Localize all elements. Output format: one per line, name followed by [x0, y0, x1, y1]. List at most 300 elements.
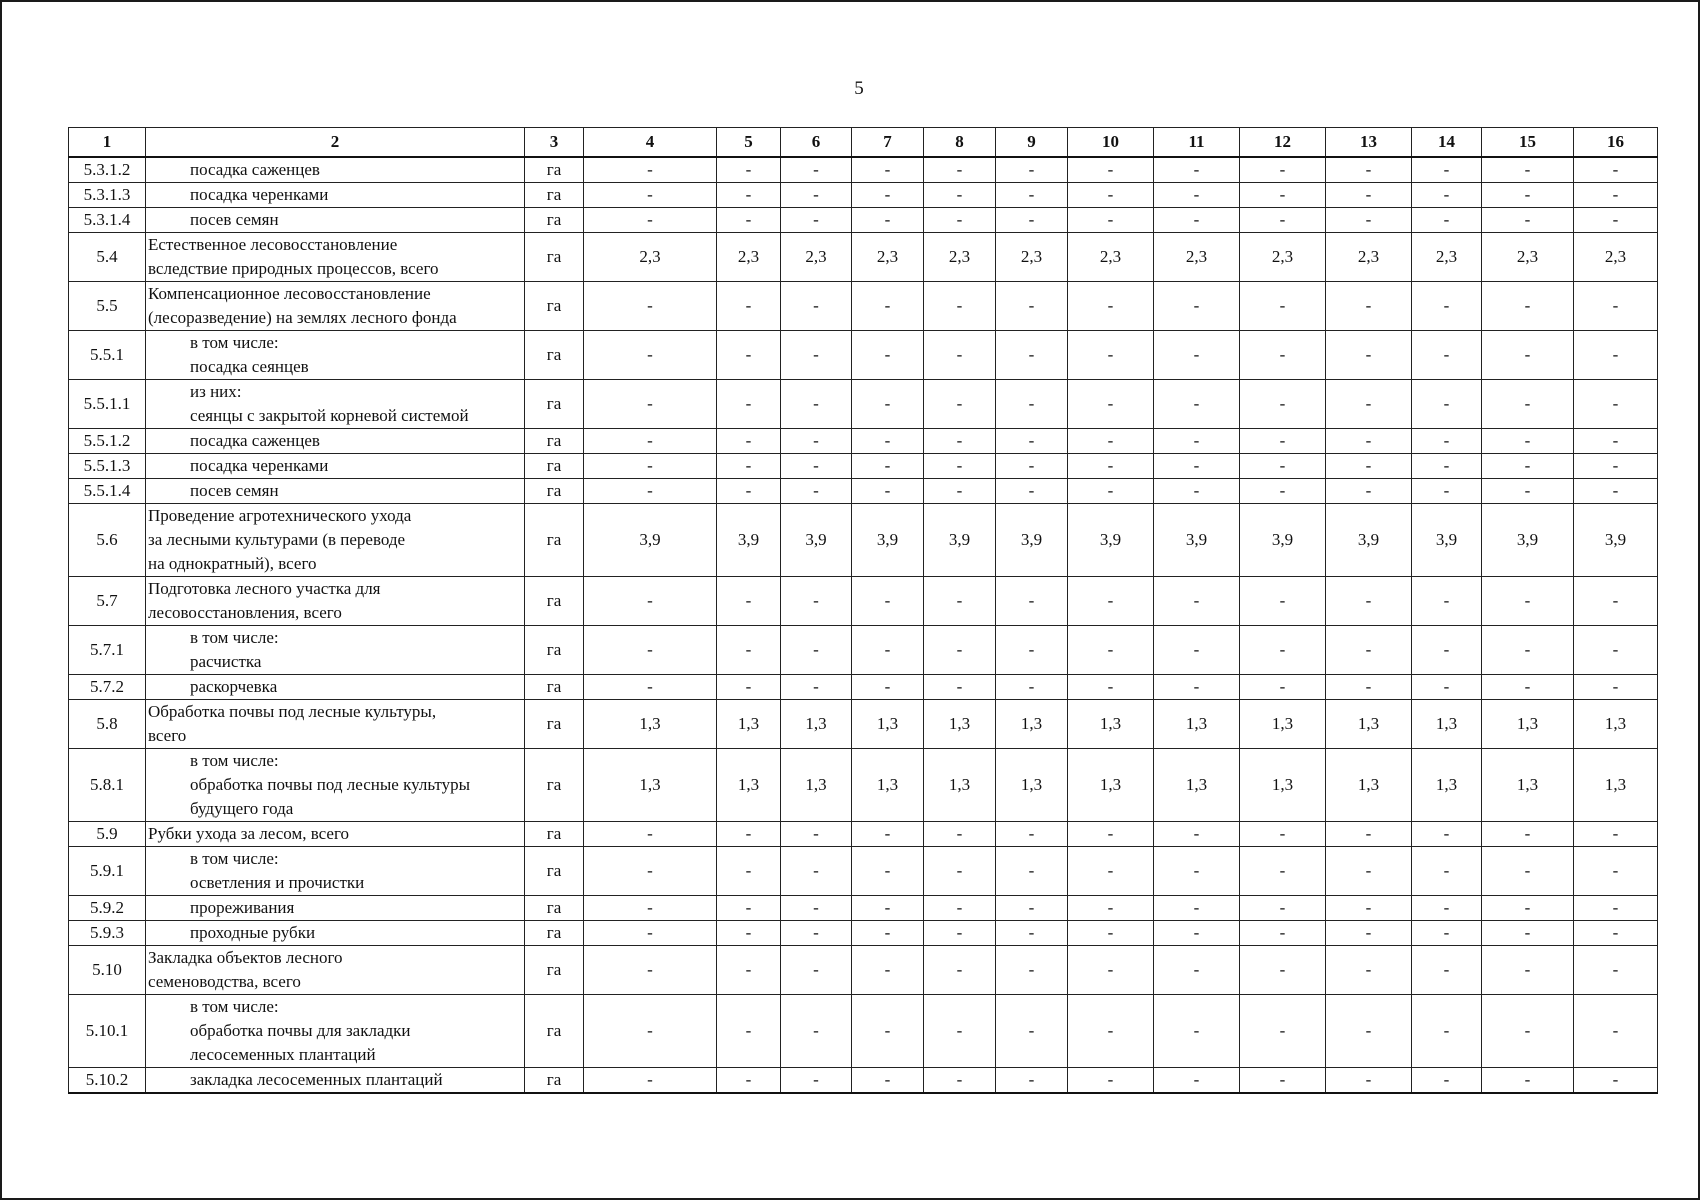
row-code: 5.10.1 — [69, 995, 146, 1068]
value-cell: - — [996, 429, 1068, 454]
value-cell: - — [781, 429, 852, 454]
value-cell: - — [1574, 896, 1658, 921]
row-code: 5.4 — [69, 233, 146, 282]
row-name — [146, 208, 525, 233]
row-name — [146, 847, 525, 896]
value-cell: - — [1068, 675, 1154, 700]
value-cell: 1,3 — [1326, 749, 1412, 822]
value-cell: 1,3 — [996, 749, 1068, 822]
value-cell: - — [584, 429, 717, 454]
value-cell: 1,3 — [781, 700, 852, 749]
value-cell: - — [717, 331, 781, 380]
value-cell: - — [1068, 896, 1154, 921]
value-cell: - — [584, 896, 717, 921]
value-cell: - — [781, 1068, 852, 1094]
value-cell: - — [1412, 626, 1482, 675]
value-cell: - — [1482, 675, 1574, 700]
value-cell: - — [1482, 429, 1574, 454]
row-unit: га — [525, 157, 584, 183]
value-cell: - — [717, 995, 781, 1068]
value-cell: - — [1412, 577, 1482, 626]
value-cell: 2,3 — [924, 233, 996, 282]
row-name-line: в том числе: — [190, 997, 279, 1016]
row-name-line: расчистка — [190, 652, 262, 671]
value-cell: - — [996, 675, 1068, 700]
value-cell: 1,3 — [717, 749, 781, 822]
value-cell: - — [781, 946, 852, 995]
row-name-line: Подготовка лесного участка для — [148, 579, 381, 598]
value-cell: - — [1326, 479, 1412, 504]
value-cell: - — [996, 282, 1068, 331]
value-cell: - — [584, 183, 717, 208]
value-cell: - — [996, 847, 1068, 896]
value-cell: - — [717, 921, 781, 946]
value-cell: - — [996, 921, 1068, 946]
value-cell: - — [1068, 822, 1154, 847]
row-unit: га — [525, 946, 584, 995]
value-cell: 1,3 — [1068, 749, 1154, 822]
value-cell: - — [1326, 626, 1412, 675]
value-cell: - — [996, 479, 1068, 504]
column-header: 13 — [1326, 128, 1412, 158]
value-cell: - — [1412, 331, 1482, 380]
value-cell: - — [781, 577, 852, 626]
value-cell: - — [584, 380, 717, 429]
value-cell: 1,3 — [584, 700, 717, 749]
value-cell: - — [1412, 429, 1482, 454]
value-cell: - — [924, 208, 996, 233]
value-cell: - — [924, 479, 996, 504]
column-header: 12 — [1240, 128, 1326, 158]
value-cell: - — [924, 995, 996, 1068]
value-cell: 1,3 — [1574, 749, 1658, 822]
value-cell: 3,9 — [924, 504, 996, 577]
value-cell: - — [1412, 454, 1482, 479]
value-cell: - — [852, 454, 924, 479]
row-code: 5.6 — [69, 504, 146, 577]
value-cell: - — [1240, 675, 1326, 700]
row-unit: га — [525, 429, 584, 454]
value-cell: - — [717, 429, 781, 454]
row-name — [146, 380, 525, 429]
value-cell: - — [852, 380, 924, 429]
table-row — [69, 921, 1658, 946]
value-cell: - — [1574, 429, 1658, 454]
row-code: 5.5.1 — [69, 331, 146, 380]
value-cell: - — [924, 946, 996, 995]
value-cell: - — [1240, 479, 1326, 504]
row-name-line: будущего года — [190, 799, 294, 818]
value-cell: - — [1482, 822, 1574, 847]
row-code: 5.10.2 — [69, 1068, 146, 1094]
value-cell: - — [1326, 331, 1412, 380]
row-name-line: раскорчевка — [190, 677, 278, 696]
value-cell: 1,3 — [1412, 700, 1482, 749]
value-cell: - — [1326, 822, 1412, 847]
value-cell: - — [1574, 208, 1658, 233]
value-cell: - — [717, 577, 781, 626]
table-row — [69, 700, 1658, 749]
value-cell: - — [1412, 208, 1482, 233]
value-cell: - — [1574, 921, 1658, 946]
row-name-line: Рубки ухода за лесом, всего — [148, 824, 350, 843]
row-code: 5.8.1 — [69, 749, 146, 822]
value-cell: - — [1326, 896, 1412, 921]
row-name-line: проходные рубки — [190, 923, 316, 942]
value-cell: - — [1154, 183, 1240, 208]
value-cell: - — [1240, 946, 1326, 995]
value-cell: 2,3 — [1154, 233, 1240, 282]
row-name-line: в том числе: — [190, 751, 279, 770]
value-cell: - — [924, 847, 996, 896]
value-cell: - — [717, 282, 781, 331]
value-cell: - — [584, 208, 717, 233]
value-cell: - — [717, 454, 781, 479]
table-row — [69, 479, 1658, 504]
row-name — [146, 183, 525, 208]
row-name — [146, 282, 525, 331]
value-cell: - — [1412, 157, 1482, 183]
value-cell: - — [1412, 946, 1482, 995]
value-cell: - — [1482, 331, 1574, 380]
value-cell: - — [1412, 847, 1482, 896]
row-unit: га — [525, 504, 584, 577]
value-cell: - — [1068, 946, 1154, 995]
value-cell: - — [924, 822, 996, 847]
value-cell: - — [852, 626, 924, 675]
value-cell: - — [924, 1068, 996, 1094]
value-cell: - — [1412, 1068, 1482, 1094]
value-cell: - — [852, 921, 924, 946]
column-header: 11 — [1154, 128, 1240, 158]
value-cell: - — [584, 157, 717, 183]
value-cell: - — [717, 896, 781, 921]
value-cell: - — [996, 995, 1068, 1068]
value-cell: - — [1068, 282, 1154, 331]
value-cell: - — [1412, 479, 1482, 504]
value-cell: - — [1326, 675, 1412, 700]
row-name-line: всего — [148, 726, 187, 745]
value-cell: - — [996, 577, 1068, 626]
value-cell: - — [1154, 1068, 1240, 1094]
value-cell: - — [1412, 921, 1482, 946]
row-code: 5.10 — [69, 946, 146, 995]
header-row — [69, 128, 1658, 158]
value-cell: 3,9 — [1412, 504, 1482, 577]
column-header: 4 — [584, 128, 717, 158]
row-name-line: посев семян — [190, 481, 279, 500]
value-cell: - — [1154, 675, 1240, 700]
value-cell: - — [1154, 896, 1240, 921]
value-cell: 1,3 — [924, 749, 996, 822]
value-cell: - — [1574, 282, 1658, 331]
table-row — [69, 429, 1658, 454]
row-name-line: Проведение агротехнического ухода — [148, 506, 412, 525]
value-cell: - — [1326, 946, 1412, 995]
table-row — [69, 282, 1658, 331]
value-cell: - — [1068, 1068, 1154, 1094]
row-name-line: на однократный), всего — [148, 554, 317, 573]
row-name-line: Обработка почвы под лесные культуры, — [148, 702, 437, 721]
row-name — [146, 577, 525, 626]
table-row — [69, 626, 1658, 675]
row-unit: га — [525, 282, 584, 331]
value-cell: - — [781, 331, 852, 380]
value-cell: - — [717, 183, 781, 208]
value-cell: - — [1240, 995, 1326, 1068]
row-unit: га — [525, 208, 584, 233]
value-cell: 1,3 — [717, 700, 781, 749]
column-header: 16 — [1574, 128, 1658, 158]
column-header: 8 — [924, 128, 996, 158]
row-unit: га — [525, 896, 584, 921]
row-unit: га — [525, 995, 584, 1068]
table-row — [69, 749, 1658, 822]
value-cell: 1,3 — [1482, 749, 1574, 822]
value-cell: - — [1154, 946, 1240, 995]
value-cell: - — [996, 1068, 1068, 1094]
value-cell: - — [924, 577, 996, 626]
value-cell: 2,3 — [852, 233, 924, 282]
value-cell: - — [1326, 208, 1412, 233]
table-row — [69, 946, 1658, 995]
row-unit: га — [525, 1068, 584, 1094]
row-name — [146, 896, 525, 921]
row-name — [146, 454, 525, 479]
row-code: 5.7 — [69, 577, 146, 626]
value-cell: 3,9 — [1482, 504, 1574, 577]
row-name-line: обработка почвы для закладки — [190, 1021, 411, 1040]
value-cell: - — [852, 157, 924, 183]
table-row — [69, 896, 1658, 921]
value-cell: - — [852, 822, 924, 847]
value-cell: - — [852, 1068, 924, 1094]
value-cell: - — [852, 183, 924, 208]
value-cell: - — [852, 331, 924, 380]
value-cell: - — [1412, 282, 1482, 331]
value-cell: - — [1154, 822, 1240, 847]
value-cell: 2,3 — [1240, 233, 1326, 282]
value-cell: - — [852, 946, 924, 995]
row-unit: га — [525, 331, 584, 380]
value-cell: - — [852, 577, 924, 626]
row-code: 5.5.1.3 — [69, 454, 146, 479]
row-code: 5.7.1 — [69, 626, 146, 675]
value-cell: - — [781, 454, 852, 479]
value-cell: 2,3 — [996, 233, 1068, 282]
value-cell: - — [1482, 183, 1574, 208]
value-cell: - — [1482, 946, 1574, 995]
row-name-line: Закладка объектов лесного — [148, 948, 343, 967]
value-cell: 1,3 — [1154, 700, 1240, 749]
value-cell: - — [1574, 626, 1658, 675]
row-name-line: семеноводства, всего — [148, 972, 301, 991]
value-cell: - — [996, 822, 1068, 847]
value-cell: - — [1412, 183, 1482, 208]
value-cell: - — [717, 208, 781, 233]
value-cell: 3,9 — [584, 504, 717, 577]
value-cell: - — [996, 896, 1068, 921]
value-cell: - — [1326, 429, 1412, 454]
value-cell: - — [717, 157, 781, 183]
value-cell: - — [1240, 822, 1326, 847]
value-cell: - — [1068, 183, 1154, 208]
value-cell: - — [1574, 479, 1658, 504]
value-cell: - — [584, 282, 717, 331]
value-cell: - — [1154, 331, 1240, 380]
row-unit: га — [525, 822, 584, 847]
value-cell: - — [1326, 1068, 1412, 1094]
value-cell: - — [584, 454, 717, 479]
row-name-line: Естественное лесовосстановление — [148, 235, 398, 254]
row-name-line: за лесными культурами (в переводе — [148, 530, 406, 549]
value-cell: 2,3 — [717, 233, 781, 282]
row-code: 5.7.2 — [69, 675, 146, 700]
value-cell: 1,3 — [852, 749, 924, 822]
value-cell: - — [584, 331, 717, 380]
column-header: 10 — [1068, 128, 1154, 158]
row-name — [146, 749, 525, 822]
row-unit: га — [525, 749, 584, 822]
row-name-line: посадка черенками — [190, 456, 329, 475]
row-name-line: посадка саженцев — [190, 160, 320, 179]
row-code: 5.5 — [69, 282, 146, 331]
value-cell: - — [1240, 577, 1326, 626]
value-cell: - — [1154, 380, 1240, 429]
value-cell: - — [584, 946, 717, 995]
row-name — [146, 479, 525, 504]
table-row — [69, 331, 1658, 380]
value-cell: - — [584, 675, 717, 700]
row-code: 5.8 — [69, 700, 146, 749]
value-cell: - — [1574, 675, 1658, 700]
row-name — [146, 429, 525, 454]
value-cell: - — [1574, 995, 1658, 1068]
value-cell: - — [1068, 577, 1154, 626]
value-cell: - — [584, 847, 717, 896]
value-cell: - — [1482, 577, 1574, 626]
value-cell: - — [852, 282, 924, 331]
value-cell: - — [781, 183, 852, 208]
value-cell: - — [1326, 577, 1412, 626]
value-cell: - — [717, 1068, 781, 1094]
value-cell: - — [1412, 380, 1482, 429]
value-cell: 2,3 — [1412, 233, 1482, 282]
value-cell: - — [1154, 157, 1240, 183]
row-unit: га — [525, 626, 584, 675]
row-name — [146, 626, 525, 675]
value-cell: - — [1482, 995, 1574, 1068]
row-name — [146, 822, 525, 847]
row-name-line: обработка почвы под лесные культуры — [190, 775, 471, 794]
value-cell: - — [1326, 183, 1412, 208]
value-cell: - — [924, 675, 996, 700]
table-row — [69, 1068, 1658, 1094]
value-cell: 3,9 — [852, 504, 924, 577]
row-code: 5.9.2 — [69, 896, 146, 921]
value-cell: 1,3 — [1482, 700, 1574, 749]
value-cell: - — [584, 921, 717, 946]
row-name-line: посадка сеянцев — [190, 357, 309, 376]
row-name — [146, 504, 525, 577]
row-name-line: в том числе: — [190, 849, 279, 868]
row-code: 5.9.3 — [69, 921, 146, 946]
value-cell: 3,9 — [996, 504, 1068, 577]
column-header: 2 — [146, 128, 525, 158]
value-cell: - — [1326, 380, 1412, 429]
value-cell: 3,9 — [717, 504, 781, 577]
value-cell: 1,3 — [1240, 700, 1326, 749]
value-cell: 1,3 — [1154, 749, 1240, 822]
value-cell: - — [1482, 208, 1574, 233]
value-cell: 3,9 — [1240, 504, 1326, 577]
value-cell: - — [1240, 454, 1326, 479]
value-cell: - — [584, 822, 717, 847]
page-number: 5 — [854, 78, 864, 99]
value-cell: - — [1574, 946, 1658, 995]
value-cell: - — [924, 183, 996, 208]
row-name — [146, 921, 525, 946]
table-row — [69, 822, 1658, 847]
row-name-line: (лесоразведение) на землях лесного фонда — [148, 308, 457, 327]
value-cell: - — [717, 479, 781, 504]
value-cell: - — [584, 1068, 717, 1094]
row-name-line: в том числе: — [190, 333, 279, 352]
value-cell: 1,3 — [584, 749, 717, 822]
value-cell: - — [1068, 380, 1154, 429]
value-cell: - — [1482, 1068, 1574, 1094]
value-cell: - — [1482, 157, 1574, 183]
column-header: 6 — [781, 128, 852, 158]
value-cell: 2,3 — [1326, 233, 1412, 282]
value-cell: - — [1574, 454, 1658, 479]
row-unit: га — [525, 183, 584, 208]
value-cell: - — [924, 921, 996, 946]
value-cell: - — [996, 208, 1068, 233]
column-header: 15 — [1482, 128, 1574, 158]
value-cell: - — [1240, 331, 1326, 380]
row-unit: га — [525, 577, 584, 626]
value-cell: - — [924, 331, 996, 380]
value-cell: - — [996, 183, 1068, 208]
row-name-line: вследствие природных процессов, всего — [148, 259, 439, 278]
row-code: 5.5.1.4 — [69, 479, 146, 504]
value-cell: - — [1154, 208, 1240, 233]
value-cell: - — [924, 380, 996, 429]
value-cell: - — [1240, 847, 1326, 896]
value-cell: - — [852, 896, 924, 921]
value-cell: - — [1068, 454, 1154, 479]
value-cell: - — [1574, 1068, 1658, 1094]
table-row — [69, 233, 1658, 282]
column-header: 14 — [1412, 128, 1482, 158]
value-cell: 2,3 — [1482, 233, 1574, 282]
value-cell: - — [1068, 331, 1154, 380]
value-cell: - — [717, 847, 781, 896]
value-cell: - — [996, 157, 1068, 183]
value-cell: 1,3 — [996, 700, 1068, 749]
value-cell: - — [781, 921, 852, 946]
row-name-line: сеянцы с закрытой корневой системой — [190, 406, 469, 425]
row-name-line: прореживания — [190, 898, 295, 917]
value-cell: - — [717, 822, 781, 847]
value-cell: - — [852, 847, 924, 896]
value-cell: - — [1326, 282, 1412, 331]
value-cell: - — [1068, 626, 1154, 675]
row-name — [146, 1068, 525, 1094]
table-row — [69, 577, 1658, 626]
value-cell: - — [1326, 921, 1412, 946]
